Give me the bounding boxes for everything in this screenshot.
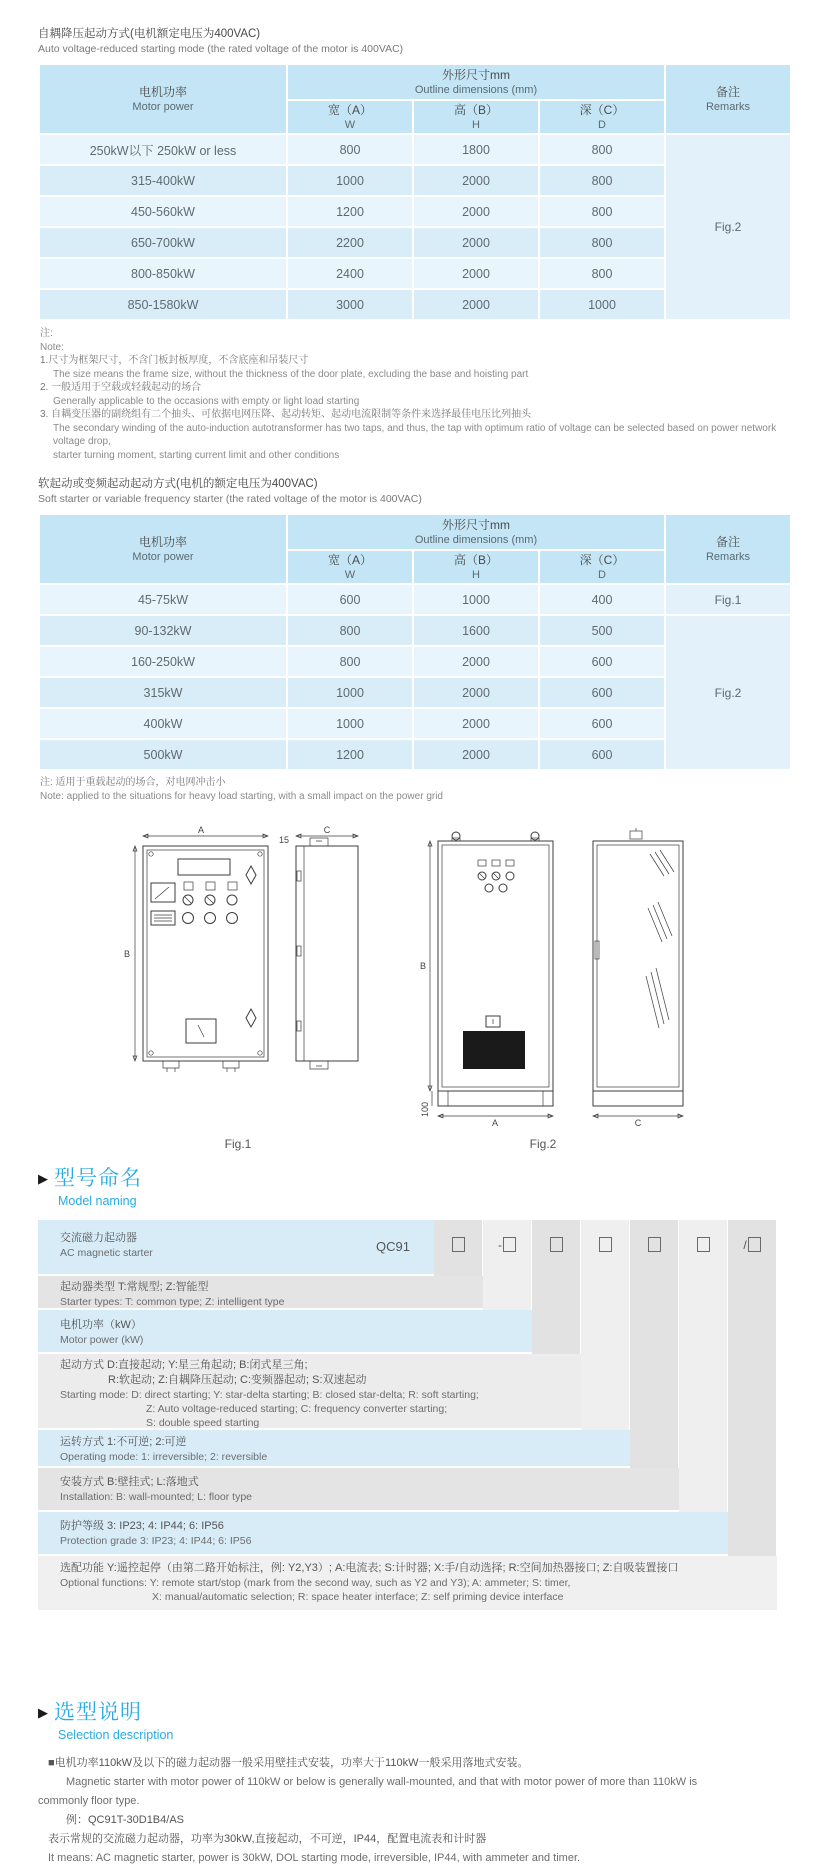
height-cell: 2000 — [413, 227, 539, 258]
section-title-zh: 自耦降压起动方式(电机额定电压为400VAC) — [38, 28, 261, 40]
code-box — [532, 1237, 580, 1252]
notes-auto — [40, 327, 790, 462]
height-cell: 1000 — [413, 584, 539, 615]
motor-power-cell: 250kW以下 250kW or less — [39, 134, 287, 165]
section-title-en: Soft starter or variable frequency starter (the rated voltage of the motor is 400VAC) — [38, 493, 422, 505]
width-cell: 3000 — [287, 289, 413, 320]
remark-cell: Fig.2 — [665, 134, 791, 320]
figures — [38, 826, 790, 1158]
code-box: - — [483, 1237, 531, 1252]
model-row-optional-functions: 选配功能 Y:遥控起停（由第二路开始标注，例: Y2,Y3）; A:电流表; S:计时器; X:手/自动选择; R:空间加热器接口; Z:自吸装置接口 Optional functions: Y: remote start/stop (mark from the second way, such as Y2 and Y3); A: ammeter; S: timer, X: manual/automatic selection; R: space heater interface; Z: self priming device interface — [38, 1556, 777, 1612]
note-line: 3. 自耦变压器的副绕组有二个抽头、可依据电网压降、起动转矩、起动电流限制等条件来选择最佳电压比列抽头 — [40, 409, 532, 420]
header-remarks-en: Remarks — [705, 101, 750, 113]
note-line: 注: — [40, 328, 53, 339]
section-auto-voltage-title — [38, 26, 790, 57]
selection-line-en: commonly floor type. — [38, 1795, 140, 1807]
height-cell: 2000 — [413, 196, 539, 227]
height-cell: 1600 — [413, 615, 539, 646]
motor-power-cell: 315kW — [39, 677, 287, 708]
depth-cell: 800 — [539, 165, 665, 196]
fig2-label: Fig.2 — [529, 1137, 557, 1151]
model-row-product: 交流磁力起动器 AC magnetic starter — [38, 1220, 434, 1276]
model-code-row — [38, 1220, 790, 1276]
model-row-starter-type: 起动器类型 T:常规型; Z:智能型 Starter types: T: common type; Z: intelligent type — [38, 1276, 483, 1310]
model-naming-heading — [38, 1166, 790, 1210]
selection-line-zh: ■电机功率110kW及以下的磁力起动器一般采用壁挂式安装，功率大于110kW一般采用落地式安装。 — [48, 1757, 529, 1769]
fig1-label: Fig.1 — [224, 1137, 252, 1151]
dim-label-b: B — [419, 961, 427, 971]
motor-power-cell: 800-850kW — [39, 258, 287, 289]
code-box — [434, 1237, 482, 1252]
remark-cell: Fig.1 — [665, 584, 791, 615]
model-row-operating-mode: 运转方式 1:不可逆; 2:可逆 Operating mode: 1: irreversible; 2: reversible — [38, 1430, 630, 1468]
section-title-en: Auto voltage-reduced starting mode (the rated voltage of the motor is 400VAC) — [38, 43, 404, 55]
col-header-depth: 深（C） D — [539, 100, 665, 134]
width-cell: 800 — [287, 646, 413, 677]
note-line: Note: — [40, 341, 64, 353]
width-cell: 1000 — [287, 677, 413, 708]
model-row-starting-mode: 起动方式 D:直接起动; Y:星三角起动; B:闭式星三角; R:软起动; Z:自耦降压起动; C:变频器起动; S:双速起动 Starting mode: D: direct starting; Y: star-delta starting; B: closed star-delta; R: soft starting; Z: Auto voltage-reduced starting; C: frequency converter starting; S: double speed starting — [38, 1354, 581, 1430]
width-cell: 1200 — [287, 196, 413, 227]
depth-cell: 600 — [539, 739, 665, 770]
height-cell: 2000 — [413, 289, 539, 320]
heading-zh: 型号命名 — [54, 1167, 142, 1190]
model-row-installation: 安装方式 B:壁挂式; L:落地式 Installation: B: wall-mounted; L: floor type — [38, 1468, 679, 1512]
depth-cell: 800 — [539, 196, 665, 227]
width-cell: 2400 — [287, 258, 413, 289]
dimensions-table-auto — [38, 63, 792, 321]
col-header-depth: 深（C） D — [539, 550, 665, 584]
note-line: 2. 一般适用于空载或轻载起动的场合 — [40, 382, 202, 393]
header-outline-en: Outline dimensions (mm) — [414, 84, 538, 96]
col-header-outline — [287, 64, 665, 100]
arrow-icon: ▶ — [38, 1171, 48, 1186]
table-row — [39, 134, 791, 165]
example-meaning-zh: 表示常规的交流磁力起动器，功率为30kW,直接起动，不可逆，IP44，配置电流表和计时器 — [48, 1833, 487, 1845]
dim-label-b: B — [123, 949, 131, 959]
dim-label-100: 100 — [420, 1102, 430, 1118]
col-header-width: 宽（A） W — [287, 550, 413, 584]
depth-cell: 1000 — [539, 289, 665, 320]
col-header-motor-power: 电机功率 Motor power — [39, 514, 287, 584]
col-header-remarks: 备注 Remarks — [665, 514, 791, 584]
col-header-height: 高（B） H — [413, 100, 539, 134]
section-soft-starter-title — [38, 476, 790, 507]
height-cell: 2000 — [413, 739, 539, 770]
motor-power-cell: 90-132kW — [39, 615, 287, 646]
width-cell: 2200 — [287, 227, 413, 258]
width-cell: 600 — [287, 584, 413, 615]
motor-power-cell: 450-560kW — [39, 196, 287, 227]
depth-cell: 600 — [539, 677, 665, 708]
selection-text — [38, 1754, 790, 1868]
note-line: 1.尺寸为框架尺寸，不含门板封板厚度，不含底座和吊装尺寸 — [40, 355, 309, 366]
col-header-outline: 外形尺寸mm Outline dimensions (mm) — [287, 514, 665, 550]
depth-cell: 600 — [539, 646, 665, 677]
dim-label-a: A — [197, 826, 205, 835]
model-code: QC91 — [376, 1239, 410, 1254]
cabinet-drawings — [38, 826, 790, 1158]
dim-label-c: C — [634, 1118, 642, 1128]
selection-line-en: Magnetic starter with motor power of 110kW or below is generally wall-mounted, and that with motor power of more than 110kW is — [66, 1776, 698, 1788]
motor-power-cell: 650-700kW — [39, 227, 287, 258]
height-cell: 2000 — [413, 708, 539, 739]
code-box: / — [728, 1237, 776, 1252]
width-cell: 1000 — [287, 708, 413, 739]
note-line: starter turning moment, starting current limit and other conditions — [53, 449, 340, 461]
motor-power-cell: 500kW — [39, 739, 287, 770]
motor-power-cell: 850-1580kW — [39, 289, 287, 320]
dim-label-c: C — [323, 826, 331, 835]
fig2-drawing — [420, 828, 683, 1151]
fig1-drawing — [124, 826, 358, 1151]
model-row-motor-power: 电机功率（kW） Motor power (kW) — [38, 1310, 532, 1354]
col-header-remarks — [665, 64, 791, 134]
heading-en: Selection description — [58, 1728, 174, 1742]
model-naming-table — [38, 1220, 790, 1612]
table-row — [39, 584, 791, 615]
selection-section — [38, 1700, 790, 1868]
height-cell: 1800 — [413, 134, 539, 165]
model-row-protection-grade: 防护等级 3: IP23; 4: IP44; 6: IP56 Protection grade 3: IP23; 4: IP44; 6: IP56 — [38, 1512, 728, 1556]
code-box — [630, 1237, 678, 1252]
depth-cell: 800 — [539, 227, 665, 258]
depth-cell: 600 — [539, 708, 665, 739]
dimensions-table-soft — [38, 513, 792, 771]
height-cell: 2000 — [413, 677, 539, 708]
heading-zh: 选型说明 — [54, 1701, 142, 1724]
example-meaning-en: It means: AC magnetic starter, power is 30kW, DOL starting mode, irreversible, IP44, with ammeter and timer. — [48, 1852, 581, 1864]
height-cell: 2000 — [413, 646, 539, 677]
height-cell: 2000 — [413, 258, 539, 289]
header-motor-zh: 电机功率 — [138, 85, 187, 99]
code-box — [679, 1237, 727, 1252]
width-cell: 800 — [287, 615, 413, 646]
example-model: 例：QC91T-30D1B4/AS — [66, 1814, 184, 1826]
depth-cell: 500 — [539, 615, 665, 646]
selection-heading — [38, 1700, 790, 1744]
header-outline-zh: 外形尺寸mm — [442, 68, 510, 82]
note-line: 注: 适用于重载起动的场合，对电网冲击小 — [40, 777, 226, 788]
depth-cell: 800 — [539, 258, 665, 289]
col-header-width: 宽（A） W — [287, 100, 413, 134]
dim-label-a: A — [491, 1118, 499, 1128]
col-header-height: 高（B） H — [413, 550, 539, 584]
remark-cell: Fig.2 — [665, 615, 791, 770]
motor-power-cell: 160-250kW — [39, 646, 287, 677]
note-line: Generally applicable to the occasions with empty or light load starting — [53, 395, 360, 407]
width-cell: 1200 — [287, 739, 413, 770]
arrow-icon: ▶ — [38, 1705, 48, 1720]
depth-cell: 800 — [539, 134, 665, 165]
depth-cell: 400 — [539, 584, 665, 615]
header-motor-en: Motor power — [132, 101, 194, 113]
section-title-zh: 软起动或变频起动起动方式(电机的额定电压为400VAC) — [38, 478, 318, 490]
col-header-motor-power — [39, 64, 287, 134]
note-line: The size means the frame size, without the thickness of the door plate, excluding the base and hoisting part — [53, 368, 529, 380]
motor-power-cell: 315-400kW — [39, 165, 287, 196]
width-cell: 1000 — [287, 165, 413, 196]
motor-power-cell: 45-75kW — [39, 584, 287, 615]
note-line: Note: applied to the situations for heavy load starting, with a small impact on the power grid — [40, 791, 443, 802]
motor-power-cell: 400kW — [39, 708, 287, 739]
notes-soft — [40, 776, 790, 804]
dim-label-15: 15 — [278, 835, 290, 845]
note-line: The secondary winding of the auto-induction autotransformer has two taps, and thus, the tap with optimum ratio of voltage can be selected based on power network voltage drop, — [53, 422, 777, 447]
width-cell: 800 — [287, 134, 413, 165]
code-box — [581, 1237, 629, 1252]
header-remarks-zh: 备注 — [715, 85, 740, 99]
table-row — [39, 615, 791, 646]
height-cell: 2000 — [413, 165, 539, 196]
heading-en: Model naming — [58, 1194, 137, 1208]
